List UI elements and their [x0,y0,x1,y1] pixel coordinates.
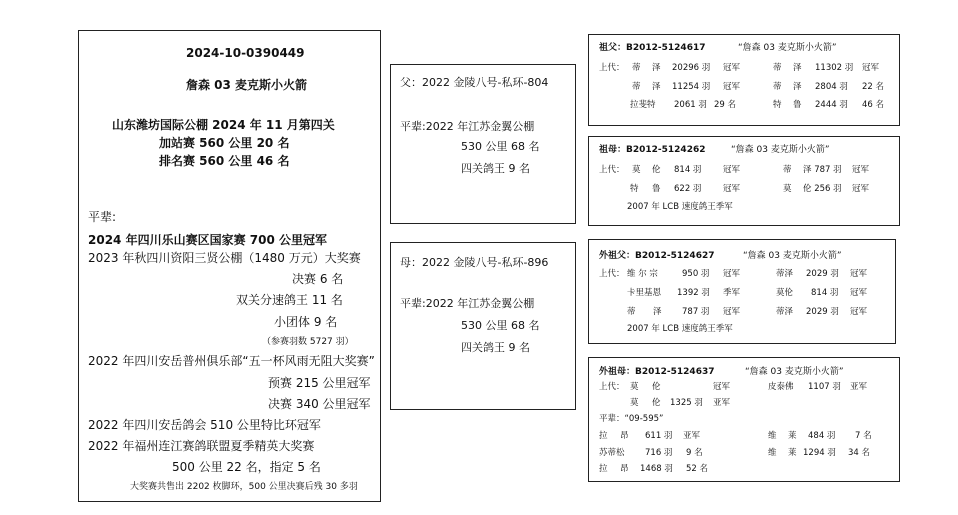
sibling-count: 484 羽 [808,431,836,441]
ancestor-count: 814 羽 [674,165,702,175]
father-siblings: 平辈:2022 年江苏金翼公棚 [400,120,535,133]
ancestor-count: 11254 羽 [672,82,711,92]
sibling-result: 7 名 [855,431,872,441]
grandmother-award: 2007 年 LCB 速度鸽王季军 [627,202,733,212]
sibling-result: 9 名 [686,448,703,458]
ancestor-name: 莫 [632,165,641,175]
ancestor-name: 泽 [653,307,662,317]
mother-line: 530 公里 68 名 [461,319,540,332]
sibling-name: 莱 [788,431,797,441]
ancestor-name: 蒂 [632,82,641,92]
ancestor-count: 2804 羽 [815,82,848,92]
race-line-1: 加站赛 560 公里 20 名 [159,136,290,150]
ancestor-count: 950 羽 [682,269,710,279]
ancestor-count: 787 羽 [682,307,710,317]
achievement: 小团体 9 名 [274,315,338,329]
sibling-count: 611 羽 [645,431,673,441]
ancestor-name: 鲁 [652,184,661,194]
ancestor-name: 莫 [630,398,639,408]
mother-siblings: 平辈:2022 年江苏金翼公棚 [400,297,535,310]
ancestor-result: 冠军 [723,165,741,175]
maternal-grandmother-title: 外祖母：B2012-5124637 [599,367,715,377]
achievement: 双关分速鸽王 11 名 [236,293,343,307]
achievement: 2022 年福州连江赛鸽联盟夏季精英大奖赛 [88,439,315,453]
achievement-note: 大奖赛共售出 2202 枚脚环，500 公里决赛后残 30 多羽 [130,482,358,492]
ancestor-name: 卡里基恩 [627,288,662,298]
ancestor-name: 特 [773,100,782,110]
sibling-name: 莱 [788,448,797,458]
race-title: 山东潍坊国际公棚 2024 年 11 月第四关 [112,118,335,132]
ancestor-name: 鲁 [793,100,802,110]
ancestor-name: 伦 [652,382,661,392]
grandmother-name: “詹森 03 麦克斯小火箭” [731,145,830,155]
ancestor-name: 莫 [783,184,792,194]
ancestor-name: 莫 [630,382,639,392]
maternal-grandmother-siblings: 平辈：“09-595” [599,414,664,424]
ancestor-count: 2444 羽 [815,100,848,110]
ancestor-count: 2061 羽 [674,100,707,110]
sibling-name: 拉 [599,464,608,474]
generation-label: 上代： [599,382,625,392]
ancestor-result: 冠军 [850,288,868,298]
ancestor-result: 冠军 [862,63,880,73]
ancestor-result: 冠军 [723,184,741,194]
siblings-label: 平辈: [88,210,117,224]
ancestor-count: 2029 羽 [806,307,839,317]
ancestor-name: 皮泰佛 [768,382,794,392]
achievement: 决赛 340 公里冠军 [268,397,371,411]
ancestor-result: 冠军 [850,307,868,317]
ancestor-name: 蒂 [627,307,636,317]
ancestor-name: 蒂泽 [776,307,794,317]
achievement: 2023 年秋四川资阳三贤公棚（1480 万元）大奖赛 [88,251,361,265]
achievement: 决赛 6 名 [292,272,344,286]
achievement: 预赛 215 公里冠军 [268,376,371,390]
maternal-grandmother-name: “詹森 03 麦克斯小火箭” [745,367,844,377]
ancestor-name: 拉斐特 [630,100,656,110]
ancestor-name: 蒂 [783,165,792,175]
achievement: 2024 年四川乐山赛区国家赛 700 公里冠军 [88,233,327,247]
ancestor-name: 伦 [652,398,661,408]
ancestor-result: 冠军 [713,382,731,392]
ancestor-name: 蒂泽 [776,269,794,279]
ancestor-result: 29 名 [714,100,737,110]
sibling-name: 昂 [620,464,629,474]
sibling-result: 34 名 [848,448,871,458]
achievement-note: （参赛羽数 5727 羽） [262,337,354,347]
maternal-grandfather-award: 2007 年 LCB 速度鸽王季军 [627,324,733,334]
ancestor-result: 季军 [723,288,741,298]
ancestor-name: 泽 787 羽 [803,165,842,175]
achievement: 2022 年四川安岳鸽会 510 公里特比环冠军 [88,418,321,432]
ancestor-name: 泽 [652,82,661,92]
ancestor-name: 蒂 [773,63,782,73]
sibling-result: 亚军 [683,431,701,441]
generation-label: 上代： [599,269,625,279]
ancestor-name: 维 尔 宗 [627,269,658,279]
ancestor-result: 46 名 [862,100,885,110]
grandfather-title: 祖父：B2012-5124617 [599,43,706,53]
ancestor-name: 伦 256 羽 [803,184,842,194]
achievement: 500 公里 22 名，指定 5 名 [172,460,321,474]
maternal-grandfather-title: 外祖父：B2012-5124627 [599,251,715,261]
grandfather-name: “詹森 03 麦克斯小火箭” [738,43,837,53]
ancestor-result: 亚军 [850,382,868,392]
ancestor-name: 泽 [793,63,802,73]
ancestor-name: 蒂 [632,63,641,73]
ancestor-result: 冠军 [723,82,741,92]
mother-title: 母：2022 金陵八号-私环-896 [400,256,549,269]
ancestor-count: 622 羽 [674,184,702,194]
ancestor-name: 特 [630,184,639,194]
ring-id: 2024-10-0390449 [186,46,305,60]
ancestor-result: 冠军 [850,269,868,279]
sibling-count: 1468 羽 [640,464,673,474]
sibling-name: 维 [768,448,777,458]
sibling-count: 1294 羽 [803,448,836,458]
sibling-result: 52 名 [686,464,709,474]
sibling-name: 昂 [620,431,629,441]
ancestor-count: 2029 羽 [806,269,839,279]
ancestor-result: 冠军 [852,165,870,175]
ancestor-result: 冠军 [723,269,741,279]
race-line-2: 排名赛 560 公里 46 名 [159,154,290,168]
ancestor-result: 冠军 [723,63,741,73]
ancestor-count: 814 羽 [811,288,839,298]
sibling-name: 苏蒂松 [599,448,625,458]
ancestor-result: 冠军 [723,307,741,317]
ancestor-count: 1107 羽 [808,382,841,392]
ancestor-count: 1392 羽 [677,288,710,298]
ancestor-name: 泽 [652,63,661,73]
ancestor-name: 伦 [652,165,661,175]
ancestor-name: 泽 [793,82,802,92]
ancestor-count: 1325 羽 [670,398,703,408]
ancestor-name: 蒂 [773,82,782,92]
ancestor-count: 11302 羽 [815,63,854,73]
generation-label: 上代： [599,63,625,73]
father-line: 四关鸽王 9 名 [461,162,530,175]
achievement: 2022 年四川安岳普州俱乐部“五一杯风雨无阻大奖赛” [88,354,375,368]
ancestor-count: 20296 羽 [672,63,711,73]
mother-line: 四关鸽王 9 名 [461,341,530,354]
ancestor-result: 22 名 [862,82,885,92]
grandmother-title: 祖母：B2012-5124262 [599,145,706,155]
sibling-count: 716 羽 [645,448,673,458]
sibling-name: 维 [768,431,777,441]
maternal-grandfather-name: “詹森 03 麦克斯小火箭” [743,251,842,261]
ancestor-result: 冠军 [852,184,870,194]
father-title: 父：2022 金陵八号-私环-804 [400,76,549,89]
ancestor-result: 亚军 [713,398,731,408]
sibling-name: 拉 [599,431,608,441]
father-line: 530 公里 68 名 [461,140,540,153]
generation-label: 上代： [599,165,625,175]
ancestor-name: 莫伦 [776,288,794,298]
bird-name: 詹森 03 麦克斯小火箭 [186,78,308,92]
